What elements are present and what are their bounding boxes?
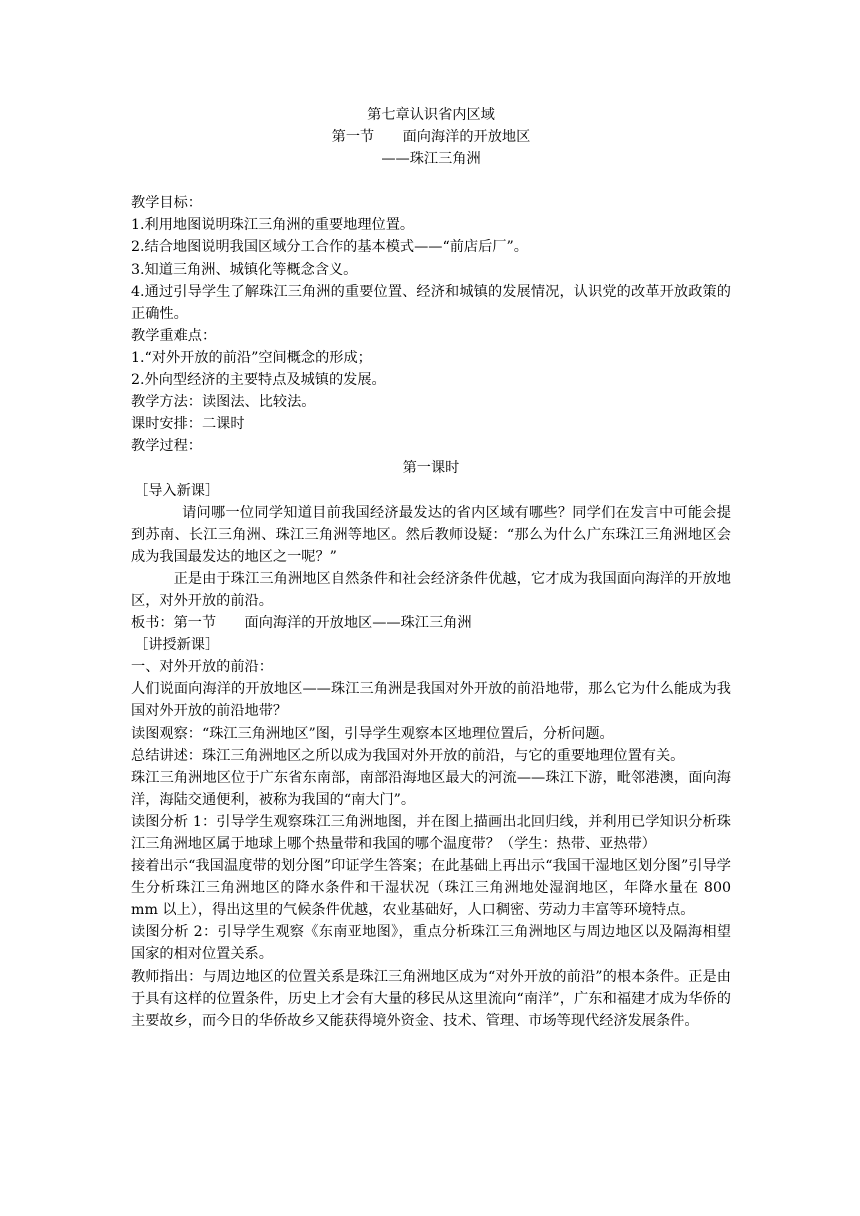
teach-paragraph-4: 珠江三角洲地区位于广东省东南部，南部沿海地区最大的河流——珠江下游，毗邻港澳，面向海洋，海陆交通便利，被称为我国的“南大门”。 xyxy=(131,769,731,808)
teach-paragraph-8: 教师指出：与周边地区的位置关系是珠江三角洲地区成为“对外开放的前沿”的根本条件。正是由于具有这样的位置条件，历史上才会有大量的移民从这里流向“南洋”，广东和福建才成为华侨的主要故乡，而今日的华侨故乡又能获得境外资金、技术、管理、市场等现代经济发展条件。 xyxy=(131,968,731,1029)
key-point-1: 1.“对外开放的前沿”空间概念的形成； xyxy=(131,349,372,366)
subtitle: ——珠江三角洲 xyxy=(381,151,481,168)
key-points-heading: 教学重难点： xyxy=(131,327,217,344)
lesson-title: 第一课时 xyxy=(402,460,460,477)
intro-paragraph-2: 正是由于珠江三角洲地区自然条件和社会经济条件优越，它才成为我国面向海洋的开放地区，对外开放的前沿。 xyxy=(131,570,731,609)
board-writing: 板书：第一节 面向海洋的开放地区——珠江三角洲 xyxy=(131,615,472,632)
teach-mark: ［讲授新课］ xyxy=(134,637,220,654)
teach-paragraph-1: 人们说面向海洋的开放地区——珠江三角洲是我国对外开放的前沿地带，那么它为什么能成为我国对外开放的前沿地带？ xyxy=(131,681,731,720)
process-heading: 教学过程： xyxy=(131,438,202,455)
goals-heading: 教学目标： xyxy=(131,195,202,212)
teach-paragraph-6: 接着出示“我国温度带的划分图”印证学生答案；在此基础上再出示“我国干湿地区划分图”引导学生分析珠江三角洲地区的降水条件和干湿状况（珠江三角洲地处湿润地区，年降水量在 800 mm 以上），得出这里的气候条件优越，农业基础好，人口稠密、劳动力丰富等环境特点。 xyxy=(131,858,731,919)
chapter-title: 第七章认识省内区域 xyxy=(367,107,495,123)
section-title: 第一节 面向海洋的开放地区 xyxy=(331,129,531,146)
goal-item-3: 3.知道三角洲、城镇化等概念含义。 xyxy=(131,261,358,278)
teach-paragraph-2: 读图观察：“珠江三角洲地区”图，引导学生观察本区地理位置后，分析问题。 xyxy=(131,725,614,742)
teach-paragraph-7: 读图分析 2：引导学生观察《东南亚地图》，重点分析珠江三角洲地区与周边地区以及隔海相望国家的相对位置关系。 xyxy=(131,924,731,963)
teach-heading: 一、对外开放的前沿： xyxy=(131,659,273,676)
document-body xyxy=(131,104,731,1032)
title-block xyxy=(131,104,731,170)
spacer xyxy=(131,170,731,192)
schedule: 课时安排：二课时 xyxy=(131,416,245,433)
intro-mark: ［导入新课］ xyxy=(134,482,220,499)
teach-paragraph-5: 读图分析 1：引导学生观察珠江三角洲地图，并在图上描画出北回归线，并利用已学知识分析珠江三角洲地区属于地球上哪个热量带和我国的哪个温度带？（学生：热带、亚热带） xyxy=(131,813,731,852)
teaching-method: 教学方法：读图法、比较法。 xyxy=(131,394,316,411)
intro-paragraph-1: 请问哪一位同学知道目前我国经济最发达的省内区域有哪些？同学们在发言中可能会提到苏南、长江三角洲、珠江三角洲等地区。然后教师设疑：“那么为什么广东珠江三角洲地区会成为我国最发达的地区之一呢？” xyxy=(131,504,731,565)
key-point-2: 2.外向型经济的主要特点及城镇的发展。 xyxy=(131,372,386,389)
goal-item-2: 2.结合地图说明我国区域分工合作的基本模式——“前店后厂”。 xyxy=(131,239,528,256)
teach-paragraph-3: 总结讲述：珠江三角洲地区之所以成为我国对外开放的前沿，与它的重要地理位置有关。 xyxy=(131,747,685,764)
goal-item-1: 1.利用地图说明珠江三角洲的重要地理位置。 xyxy=(131,217,415,234)
goal-item-4: 4.通过引导学生了解珠江三角洲的重要位置、经济和城镇的发展情况，认识党的改革开放政策的正确性。 xyxy=(131,283,731,322)
